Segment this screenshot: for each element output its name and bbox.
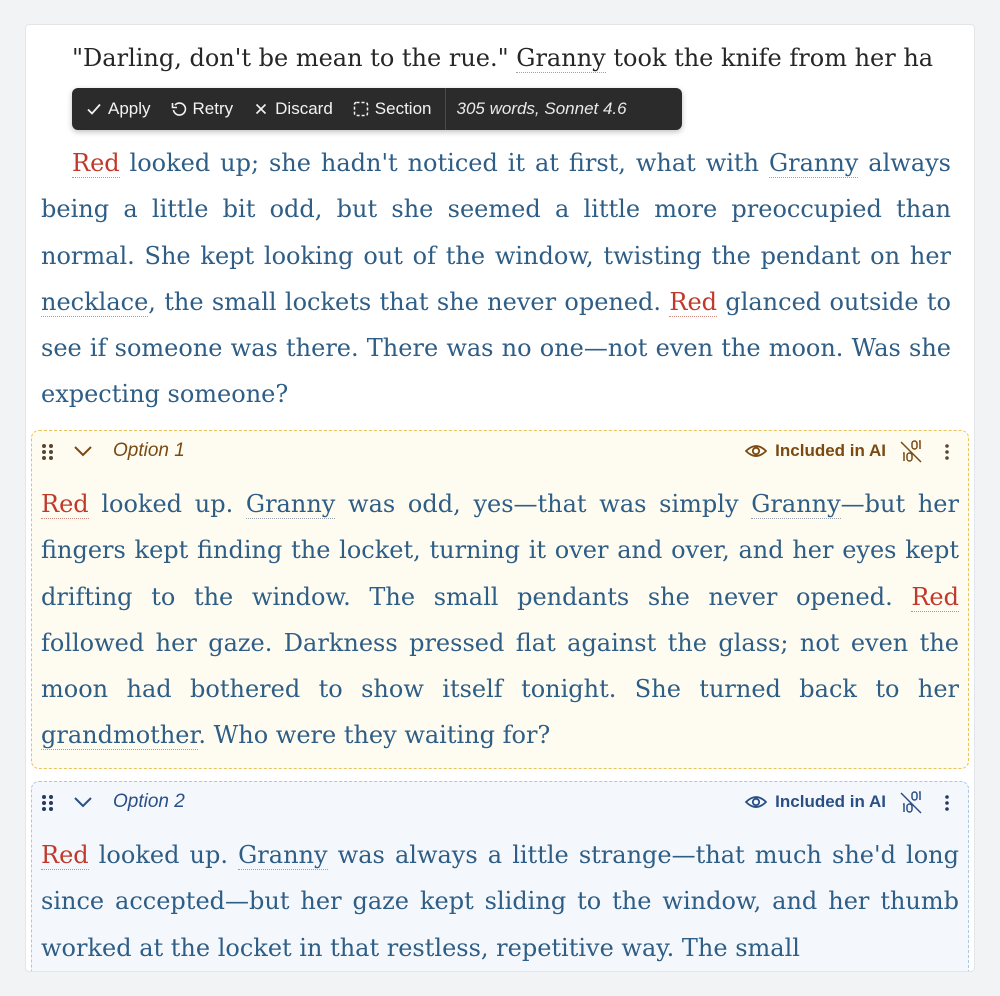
editor-page[interactable]	[25, 24, 975, 972]
generation-info: 305 words, Sonnet 4.6	[456, 99, 627, 118]
entity-granny[interactable]: Granny	[768, 149, 859, 177]
entity-red[interactable]: Red	[911, 582, 959, 611]
entity-granny[interactable]: Granny	[751, 490, 841, 518]
drag-handle-icon[interactable]	[41, 794, 55, 812]
binary-off-icon[interactable]	[898, 790, 924, 816]
apply-label: Apply	[108, 99, 151, 118]
chevron-down-icon[interactable]	[73, 445, 93, 457]
retry-label: Retry	[192, 99, 234, 118]
section-label: Section	[374, 99, 432, 118]
paragraph-text: , the small lockets that she never opened.	[148, 287, 670, 316]
option-title: Option 1	[113, 440, 185, 461]
x-icon	[253, 101, 269, 117]
entity-red[interactable]: Red	[669, 287, 718, 316]
retry-button[interactable]	[161, 88, 244, 130]
entity-granny[interactable]: Granny	[238, 841, 328, 869]
paragraph-text: "Darling, don't be mean to the rue."	[72, 44, 517, 72]
more-vertical-icon[interactable]	[944, 443, 950, 461]
entity-red[interactable]: Red	[41, 490, 89, 518]
entity-granny[interactable]: Granny	[245, 490, 336, 518]
entity-red[interactable]: Red	[41, 841, 89, 869]
chevron-down-icon[interactable]	[73, 796, 93, 808]
option-text: looked up.	[88, 490, 246, 518]
included-label: Included in AI	[775, 441, 886, 460]
option-header	[32, 782, 968, 822]
paragraph-text: always being a little bit odd, but she seemed a little more preoccupied than normal. She kept looking out of the window, twisting the pendant on her	[41, 149, 951, 270]
option-1-card[interactable]	[31, 430, 969, 769]
included-in-ai-toggle[interactable]	[745, 792, 886, 812]
included-label: Included in AI	[775, 792, 886, 811]
option-1-text[interactable]	[41, 481, 959, 759]
entity-grandmother[interactable]: grandmother	[41, 721, 199, 750]
eye-icon	[745, 443, 767, 459]
paragraph-text: took the knife from her ha	[605, 44, 934, 72]
entity-necklace[interactable]: necklace	[41, 287, 149, 316]
apply-button[interactable]	[72, 88, 161, 130]
option-text: was always a little strange—that much she'd long since accepted—but her gaze kept sliding to the window, and her thumb worked at the locket in that restless, repetitive way. The small	[41, 841, 959, 962]
section-button[interactable]	[343, 88, 442, 130]
section-select-icon	[353, 101, 369, 117]
check-icon	[86, 101, 102, 117]
entity-granny[interactable]: Granny	[516, 44, 606, 72]
option-text: was odd, yes—that was simply	[335, 490, 752, 518]
option-text: . Who were they waiting for?	[198, 721, 551, 750]
retry-icon	[171, 101, 187, 117]
more-vertical-icon[interactable]	[944, 794, 950, 812]
option-text: followed her gaze. Darkness pressed flat against the glass; not even the moon had bothered to show itself tonight. She turned back to her	[41, 628, 959, 704]
option-title: Option 2	[113, 791, 185, 812]
binary-off-icon[interactable]	[898, 439, 924, 465]
paragraph-text: glanced outside to see if someone was there. There was no one—not even the moon. Was she expecting someone?	[41, 287, 951, 409]
draft-paragraph[interactable]	[41, 140, 951, 418]
option-text: —but her fingers kept finding the locket, turning it over and over, and her eyes kept drifting to the window. The small pendants she never opened.	[41, 490, 959, 611]
discard-button[interactable]	[243, 88, 343, 130]
eye-icon	[745, 794, 767, 810]
option-2-card[interactable]	[31, 781, 969, 972]
option-2-text[interactable]	[41, 832, 959, 971]
included-in-ai-toggle[interactable]	[745, 441, 886, 461]
option-header	[32, 431, 968, 471]
ai-suggestion-toolbar	[72, 88, 682, 130]
option-text: looked up.	[88, 841, 239, 869]
original-paragraph[interactable]	[41, 35, 951, 81]
entity-red[interactable]: Red	[72, 149, 120, 177]
discard-label: Discard	[275, 99, 333, 118]
drag-handle-icon[interactable]	[41, 443, 55, 461]
paragraph-text: looked up; she hadn't noticed it at first, what with	[119, 149, 769, 177]
